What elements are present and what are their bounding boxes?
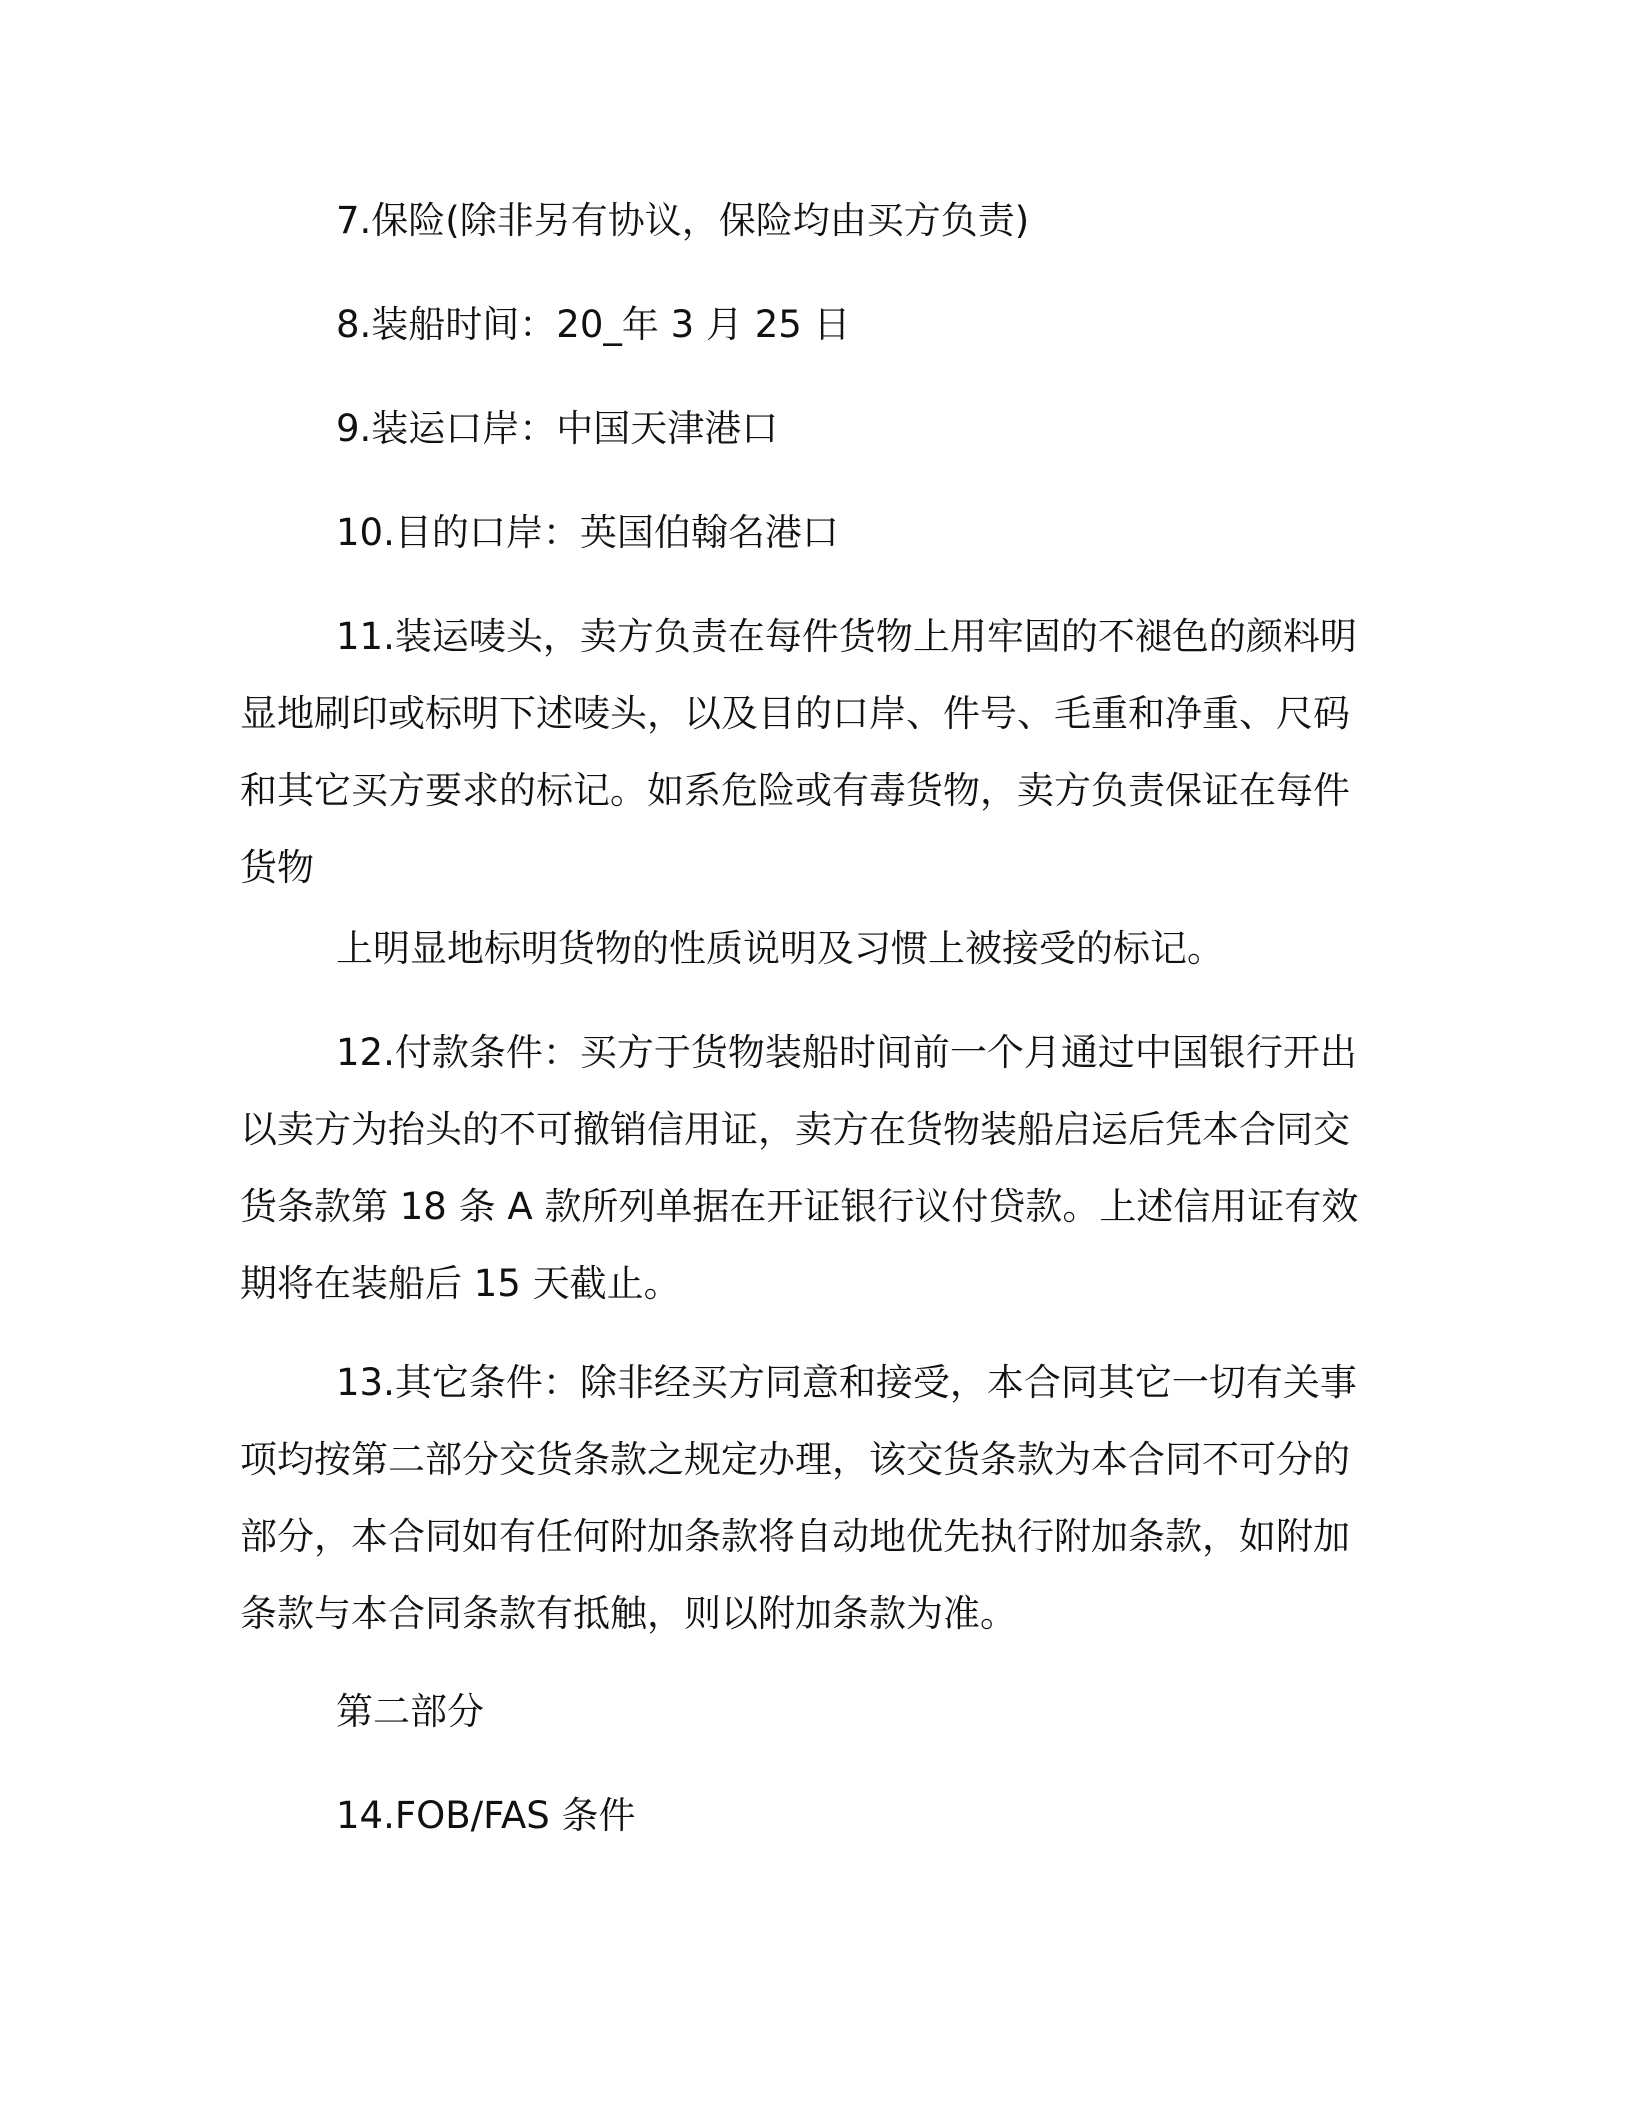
clause-13-other-terms: 13.其它条件：除非经买方同意和接受，本合同其它一切有关事项均按第二部分交货条款之规定办理，该交货条款为本合同不可分的部分，本合同如有任何附加条款将自动地优先执行附加条款，如附加条款与本合同条款有抵触，则以附加条款为准。 <box>240 1361 1357 1635</box>
clause-8-shipment-time: 8.装船时间：20_年 3 月 25 日 <box>336 303 851 346</box>
clause-11-continuation: 上明显地标明货物的性质说明及习惯上被接受的标记。 <box>336 927 1224 970</box>
clause-11-shipping-marks: 11.装运唛头，卖方负责在每件货物上用牢固的不褪色的颜料明显地刷印或标明下述唛头，以及目的口岸、件号、毛重和净重、尺码和其它买方要求的标记。如系危险或有毒货物，卖方负责保证在每件货物 <box>240 615 1357 889</box>
clause-7-insurance: 7.保险(除非另有协议，保险均由买方负责) <box>336 199 1030 242</box>
section-heading-part-two: 第二部分 <box>336 1690 484 1733</box>
clause-12-payment-terms: 12.付款条件：买方于货物装船时间前一个月通过中国银行开出以卖方为抬头的不可撤销信用证，卖方在货物装船启运后凭本合同交货条款第 18 条 A 款所列单据在开证银行议付贷款。上述信用证有效期将在装船后 15 天截止。 <box>240 1031 1359 1305</box>
clause-10-port-of-destination: 10.目的口岸：英国伯翰名港口 <box>336 511 839 554</box>
clause-14-fob-fas-terms: 14.FOB/FAS 条件 <box>336 1794 636 1837</box>
clause-9-port-of-loading: 9.装运口岸：中国天津港口 <box>336 407 779 450</box>
